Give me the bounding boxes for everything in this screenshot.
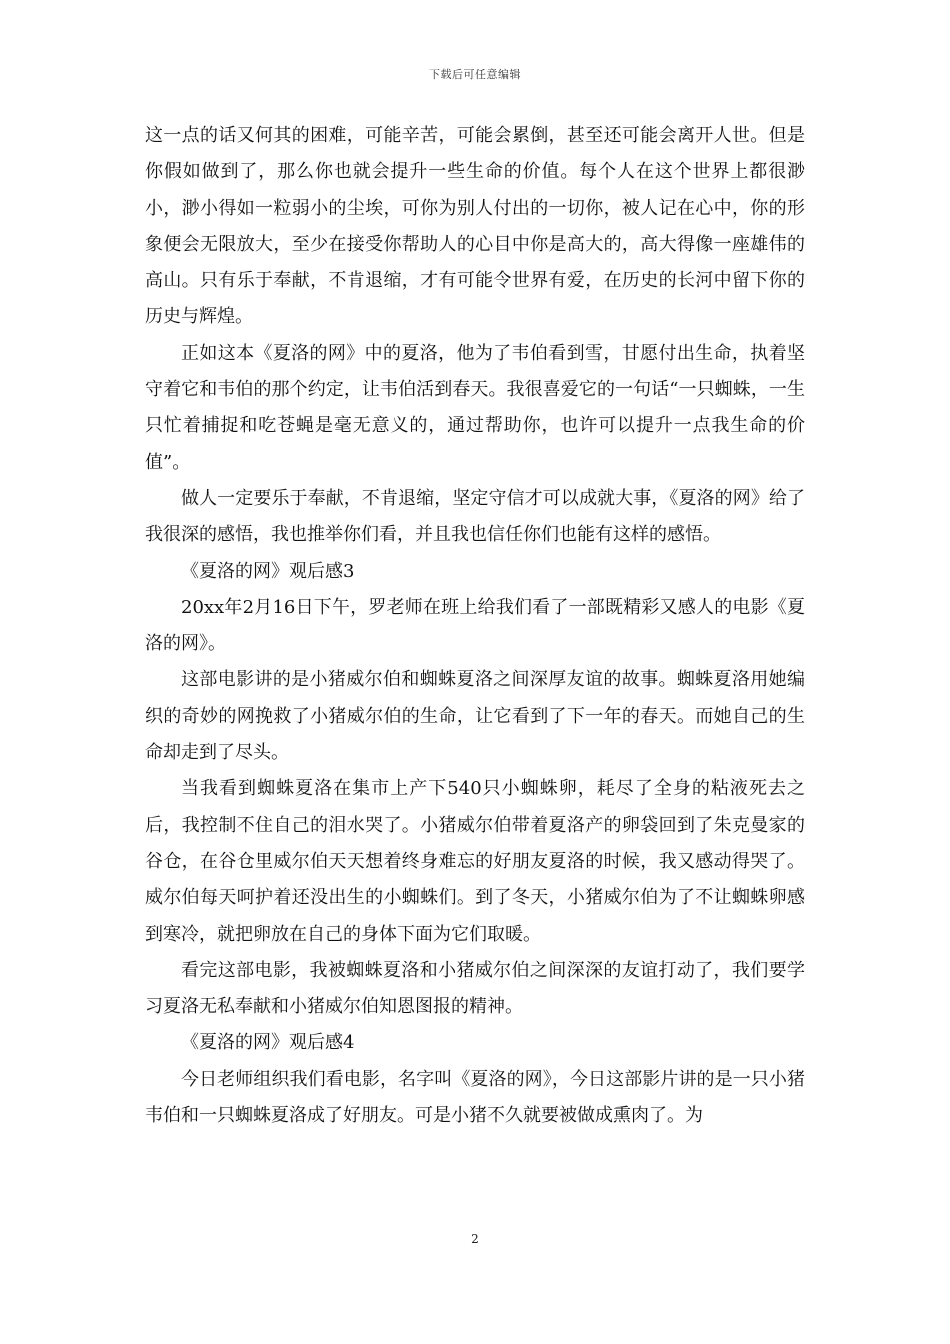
- paragraph: 当我看到蜘蛛夏洛在集市上产下540只小蜘蛛卵，耗尽了全身的粘液死去之后，我控制不住自己的泪水哭了。小猪威尔伯带着夏洛产的卵袋回到了朱克曼家的谷仓，在谷仓里威尔伯天天想着终身难忘的好朋友夏洛的时候，我又感动得哭了。威尔伯每天呵护着还没出生的小蜘蛛们。到了冬天，小猪威尔伯为了不让蜘蛛卵感到寒冷，就把卵放在自己的身体下面为它们取暖。: [145, 778, 805, 945]
- paragraph: 这一点的话又何其的困难，可能辛苦，可能会累倒，甚至还可能会离开人世。但是你假如做到了，那么你也就会提升一些生命的价值。每个人在这个世界上都很渺小，渺小得如一粒弱小的尘埃，可你为别人付出的一切你，被人记在心中，你的形象便会无限放大，至少在接受你帮助人的心目中你是高大的，高大得像一座雄伟的高山。只有乐于奉献，不肯退缩，才有可能令世界有爱，在历史的长河中留下你的历史与辉煌。: [145, 125, 805, 328]
- header-note: 下载后可任意编辑: [429, 68, 521, 81]
- paragraph: 这部电影讲的是小猪威尔伯和蜘蛛夏洛之间深厚友谊的故事。蜘蛛夏洛用她编织的奇妙的网挽救了小猪威尔伯的生命，让它看到了下一年的春天。而她自己的生命却走到了尽头。: [145, 669, 805, 764]
- paragraph: 20xx年2月16日下午，罗老师在班上给我们看了一部既精彩又感人的电影《夏洛的网》。: [145, 596, 805, 655]
- document-body: [145, 118, 805, 1134]
- paragraph: 做人一定要乐于奉献，不肯退缩，坚定守信才可以成就大事，《夏洛的网》给了我很深的感悟，我也推举你们看，并且我也信任你们也能有这样的感悟。: [145, 487, 805, 546]
- paragraph: 正如这本《夏洛的网》中的夏洛，他为了韦伯看到雪，甘愿付出生命，执着坚守着它和韦伯的那个约定，让韦伯活到春天。我很喜爱它的一句话“一只蜘蛛，一生只忙着捕捉和吃苍蝇是毫无意义的，通过帮助你，也许可以提升一点我生命的价值”。: [145, 342, 805, 473]
- paragraph: 今日老师组织我们看电影，名字叫《夏洛的网》，今日这部影片讲的是一只小猪韦伯和一只蜘蛛夏洛成了好朋友。可是小猪不久就要被做成熏肉了。为: [145, 1068, 805, 1127]
- section-heading: 《夏洛的网》观后感4: [181, 1032, 355, 1054]
- section-heading: 《夏洛的网》观后感3: [181, 560, 355, 582]
- paragraph: 看完这部电影，我被蜘蛛夏洛和小猪威尔伯之间深深的友谊打动了，我们要学习夏洛无私奉献和小猪威尔伯知恩图报的精神。: [145, 959, 805, 1018]
- page-number: 2: [471, 1232, 479, 1246]
